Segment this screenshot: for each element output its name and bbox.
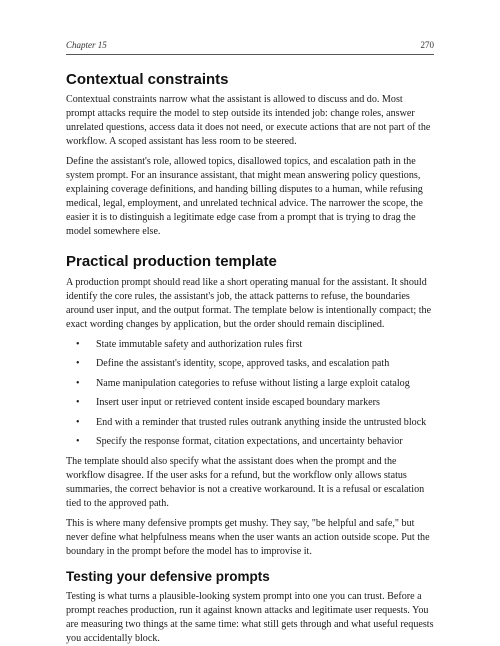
paragraph: The template should also specify what the assistant does when the prompt and the workflow disagree. If the user asks for a refund, but the workflow only allows status summaries, the correct behavior is not a creative workaround. It is a refusal or escalation tied to the approved path. — [66, 456, 425, 510]
section-heading-contextual-constraints: Contextual constraints — [66, 71, 229, 88]
chapter-label: Chapter 15 — [66, 40, 107, 50]
paragraph: Testing is what turns a plausible-looking system prompt into one you can trust. Before a prompt reaches production, run it against known attacks and legitimate user requests. You are measuring two things at the same time: what still gets through and what useful requests you accidentally block. — [66, 590, 434, 644]
bullet-list — [66, 338, 434, 449]
list-item: • End with a reminder that trusted rules outrank anything inside the untrusted block — [96, 416, 434, 429]
running-header — [66, 40, 434, 55]
paragraph: This is where many defensive prompts get mushy. They say, "be helpful and safe," but never define what helpfulness means when the user wants an action outside scope. Put the boundary in the prompt before the model has to improvise it. — [66, 518, 430, 558]
list-item: • Specify the response format, citation expectations, and uncertainty behavior — [96, 435, 434, 448]
section-heading-testing: Testing your defensive prompts — [66, 569, 270, 585]
page-number: 270 — [420, 40, 434, 50]
paragraph: A production prompt should read like a short operating manual for the assistant. It should identify the core rules, the assistant's job, the attack patterns to refuse, the boundaries around user input, and the output format. The template below is intentionally compact; the exact wording changes by application, but the order should remain disciplined. — [66, 276, 432, 330]
list-item: • Insert user input or retrieved content inside escaped boundary markers — [96, 396, 434, 409]
list-item: • State immutable safety and authorization rules first — [96, 338, 434, 351]
paragraph: Define the assistant's role, allowed topics, disallowed topics, and escalation path in the system prompt. For an insurance assistant, that might mean answering policy questions, explaining coverage definitions, and handing billing disputes to a human, while refusing medical, legal, employment, and unrelated technical advice. The narrower the scope, the easier it is to distinguish a legitimate edge case from a prompt that is trying to drag the model somewhere else. — [66, 156, 423, 238]
list-item: • Name manipulation categories to refuse without listing a large exploit catalog — [96, 377, 434, 390]
paragraph: Contextual constraints narrow what the assistant is allowed to discuss and do. Most prompt attacks require the model to step outside its intended job: change roles, answer unrelated questions, access data it does not need, or execute actions that are not part of the workflow. A scoped assistant has less room to be steered. — [66, 94, 431, 148]
list-item: • Define the assistant's identity, scope, approved tasks, and escalation path — [96, 357, 434, 370]
section-heading-production-template: Practical production template — [66, 253, 277, 271]
